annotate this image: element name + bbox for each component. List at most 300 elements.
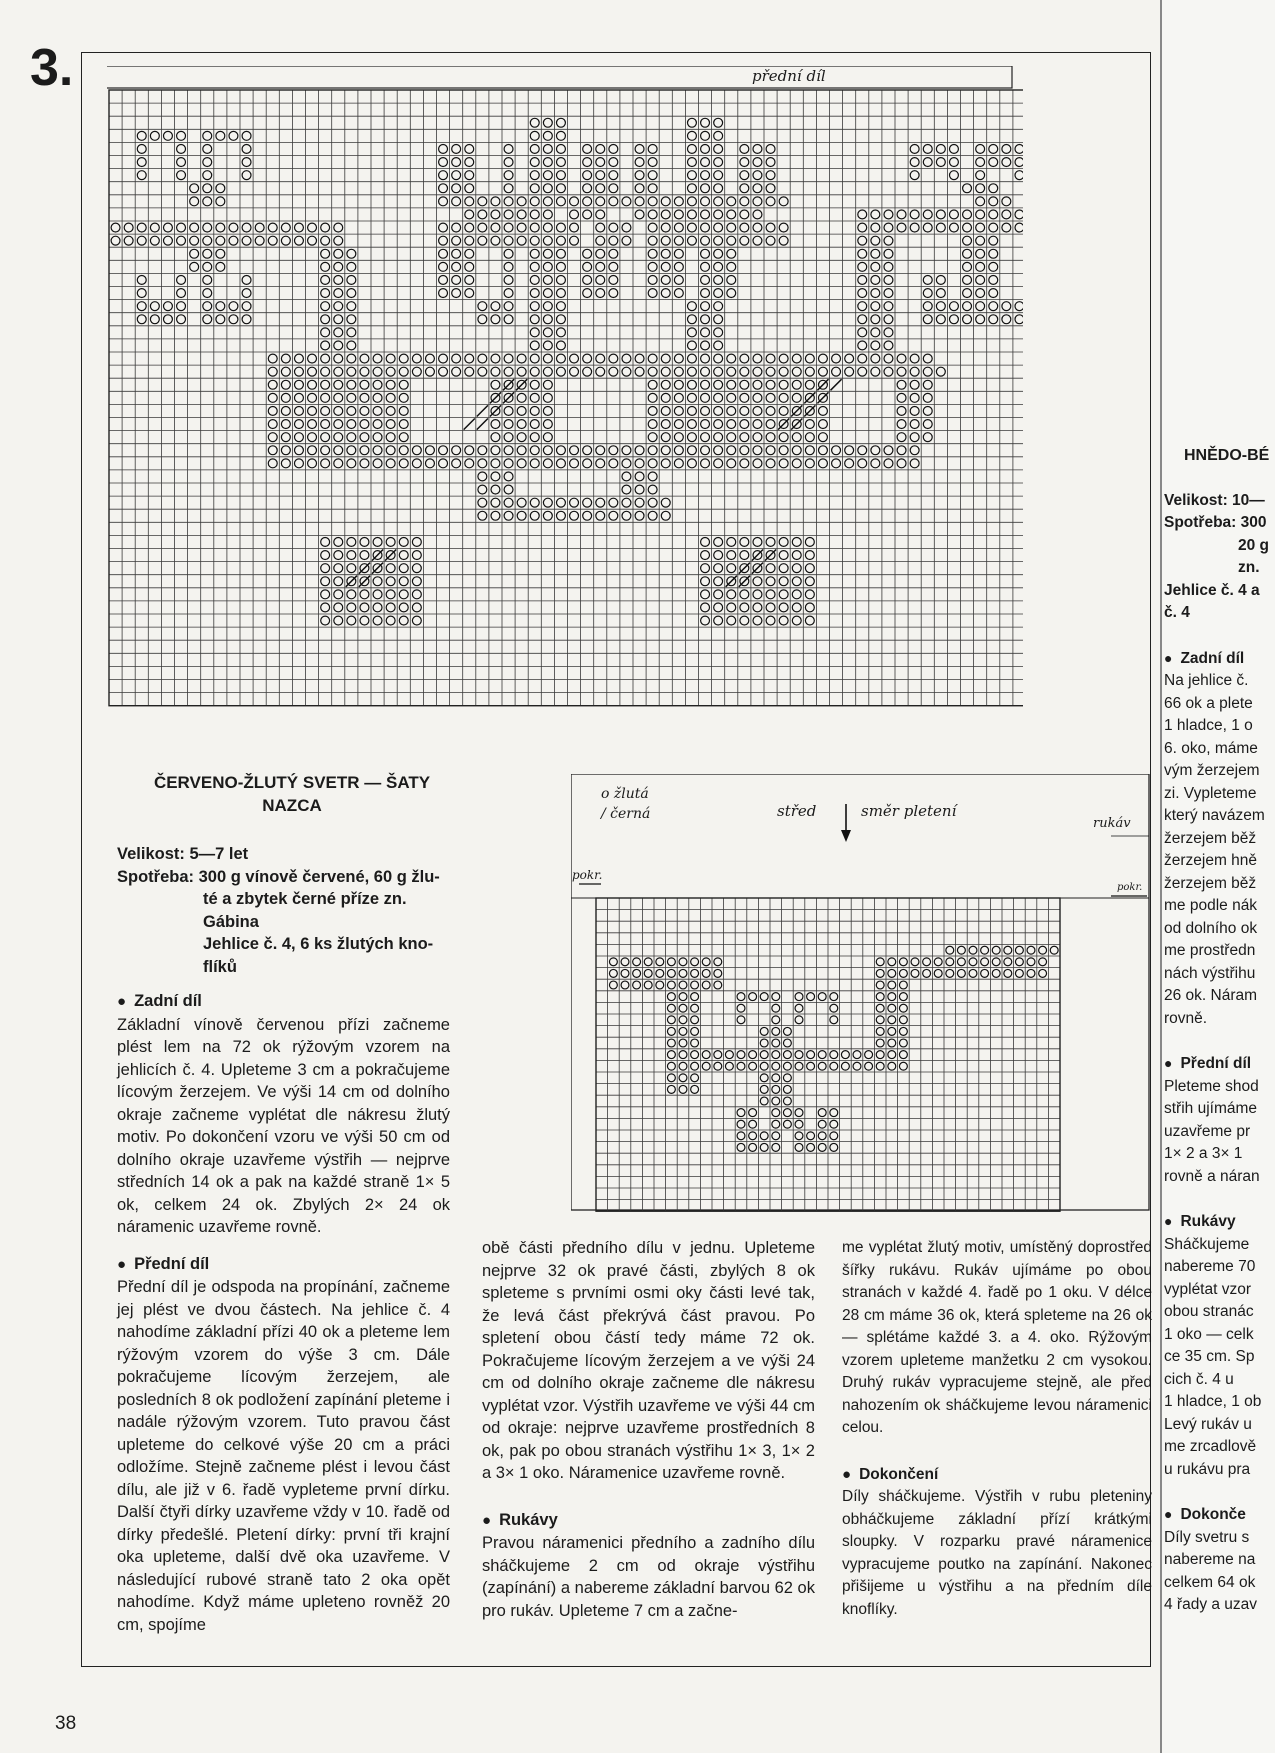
stitch-yellow bbox=[517, 210, 526, 219]
stitch-black bbox=[477, 419, 488, 430]
stitch-yellow bbox=[386, 616, 395, 625]
stitch-yellow bbox=[792, 603, 801, 612]
stitch-yellow bbox=[583, 354, 592, 363]
stitch-yellow bbox=[687, 223, 696, 232]
stitch-yellow bbox=[543, 328, 552, 337]
stitch-yellow bbox=[897, 393, 906, 402]
stitch-yellow bbox=[321, 315, 330, 324]
stitch-yellow bbox=[124, 223, 133, 232]
stitch-yellow bbox=[635, 171, 644, 180]
stitch-yellow bbox=[727, 603, 736, 612]
stitch-yellow bbox=[1039, 969, 1047, 977]
stitch-yellow bbox=[674, 433, 683, 442]
stitch-yellow bbox=[334, 289, 343, 298]
stitch-yellow bbox=[871, 315, 880, 324]
stitch-yellow bbox=[465, 367, 474, 376]
stitch-yellow bbox=[687, 380, 696, 389]
stitch-yellow bbox=[203, 158, 212, 167]
stitch-yellow bbox=[347, 341, 356, 350]
stitch-yellow bbox=[876, 1062, 884, 1070]
stitch-yellow bbox=[281, 393, 290, 402]
stitch-yellow bbox=[753, 197, 762, 206]
stitch-yellow bbox=[1002, 315, 1011, 324]
stitch-yellow bbox=[687, 197, 696, 206]
stitch-yellow bbox=[714, 393, 723, 402]
stitch-yellow bbox=[635, 367, 644, 376]
stitch-yellow bbox=[347, 354, 356, 363]
facing-line: žerzejem běž bbox=[1164, 874, 1257, 892]
stitch-yellow bbox=[347, 275, 356, 284]
stitch-yellow bbox=[543, 511, 552, 520]
stitch-yellow bbox=[969, 969, 977, 977]
stitch-yellow bbox=[691, 1085, 699, 1093]
stitch-yellow bbox=[439, 184, 448, 193]
stitch-yellow bbox=[957, 946, 965, 954]
stitch-yellow bbox=[766, 420, 775, 429]
stitch-yellow bbox=[792, 564, 801, 573]
stitch-yellow bbox=[294, 354, 303, 363]
stitch-yellow bbox=[530, 131, 539, 140]
stitch-yellow bbox=[807, 1062, 815, 1070]
stitch-yellow bbox=[570, 197, 579, 206]
stitch-yellow bbox=[737, 1143, 745, 1151]
facing-line: Na jehlice č. bbox=[1164, 672, 1249, 689]
stitch-yellow bbox=[517, 459, 526, 468]
stitch-yellow bbox=[714, 446, 723, 455]
stitch-yellow bbox=[899, 1027, 907, 1035]
stitch-yellow bbox=[727, 210, 736, 219]
stitch-yellow bbox=[865, 1062, 873, 1070]
stitch-yellow bbox=[622, 236, 631, 245]
stitch-yellow bbox=[714, 131, 723, 140]
stitch-yellow bbox=[334, 433, 343, 442]
stitch-yellow bbox=[805, 537, 814, 546]
stitch-yellow bbox=[504, 459, 513, 468]
stitch-yellow bbox=[830, 1051, 838, 1059]
stitch-yellow bbox=[452, 197, 461, 206]
stitch-yellow bbox=[439, 236, 448, 245]
stitch-yellow bbox=[242, 223, 251, 232]
stitch-yellow bbox=[661, 354, 670, 363]
stitch-yellow bbox=[701, 289, 710, 298]
stitch-yellow bbox=[714, 577, 723, 586]
stitch-yellow bbox=[701, 603, 710, 612]
stitch-yellow bbox=[884, 262, 893, 271]
stitch-yellow bbox=[281, 420, 290, 429]
stitch-yellow bbox=[596, 498, 605, 507]
stitch-yellow bbox=[360, 590, 369, 599]
stitch-yellow bbox=[853, 1051, 861, 1059]
stitch-yellow bbox=[667, 1039, 675, 1047]
stitch-yellow bbox=[137, 315, 146, 324]
stitch-yellow bbox=[674, 354, 683, 363]
stitch-yellow bbox=[439, 197, 448, 206]
stitch-yellow bbox=[687, 341, 696, 350]
stitch-yellow bbox=[203, 144, 212, 153]
stitch-yellow bbox=[727, 354, 736, 363]
stitch-yellow bbox=[805, 590, 814, 599]
stitch-yellow bbox=[504, 302, 513, 311]
stitch-yellow bbox=[923, 144, 932, 153]
stitch-yellow bbox=[644, 969, 652, 977]
stitch-yellow bbox=[399, 577, 408, 586]
stitch-yellow bbox=[691, 1062, 699, 1070]
page-number: 38 bbox=[55, 1713, 77, 1734]
stitch-yellow bbox=[491, 472, 500, 481]
stitch-yellow bbox=[737, 1120, 745, 1128]
stitch-yellow bbox=[124, 236, 133, 245]
stitch-yellow bbox=[701, 341, 710, 350]
stitch-yellow bbox=[727, 275, 736, 284]
stitch-yellow bbox=[543, 171, 552, 180]
stitch-yellow bbox=[556, 367, 565, 376]
stitch-yellow bbox=[753, 406, 762, 415]
stitch-yellow bbox=[714, 328, 723, 337]
stitch-yellow bbox=[818, 459, 827, 468]
stitch-yellow bbox=[714, 1062, 722, 1070]
stitch-yellow bbox=[691, 993, 699, 1001]
stitch-yellow bbox=[203, 302, 212, 311]
stitch-yellow bbox=[570, 354, 579, 363]
stitch-yellow bbox=[596, 197, 605, 206]
stitch-yellow bbox=[805, 603, 814, 612]
article-title-line1: ČERVENO-ŽLUTÝ SVETR — ŠATY bbox=[153, 773, 431, 792]
stitch-yellow bbox=[923, 969, 931, 977]
stitch-yellow bbox=[321, 354, 330, 363]
stitch-yellow bbox=[679, 1016, 687, 1024]
stitch-yellow bbox=[661, 236, 670, 245]
stitch-yellow bbox=[478, 223, 487, 232]
stitch-yellow bbox=[792, 354, 801, 363]
label-sleeve: rukáv bbox=[1093, 816, 1131, 831]
stitch-yellow bbox=[556, 328, 565, 337]
stitch-yellow bbox=[281, 433, 290, 442]
stitch-yellow bbox=[648, 446, 657, 455]
stitch-yellow bbox=[884, 236, 893, 245]
stitch-yellow bbox=[714, 981, 722, 989]
stitch-yellow bbox=[772, 1085, 780, 1093]
stitch-yellow bbox=[504, 184, 513, 193]
stitch-yellow bbox=[753, 420, 762, 429]
stitch-yellow bbox=[934, 958, 942, 966]
stitch-yellow bbox=[530, 171, 539, 180]
stitch-yellow bbox=[609, 236, 618, 245]
stitch-yellow bbox=[753, 144, 762, 153]
stitch-yellow bbox=[818, 354, 827, 363]
stitch-yellow bbox=[190, 262, 199, 271]
stitch-yellow bbox=[727, 406, 736, 415]
stitch-yellow bbox=[818, 993, 826, 1001]
stitch-yellow bbox=[727, 564, 736, 573]
stitch-yellow bbox=[783, 1039, 791, 1047]
stitch-yellow bbox=[504, 144, 513, 153]
stitch-yellow bbox=[674, 289, 683, 298]
stitch-yellow bbox=[897, 459, 906, 468]
stitch-yellow bbox=[308, 354, 317, 363]
stitch-yellow bbox=[321, 367, 330, 376]
stitch-yellow bbox=[543, 354, 552, 363]
stitch-yellow bbox=[858, 223, 867, 232]
stitch-yellow bbox=[583, 262, 592, 271]
stitch-yellow bbox=[691, 1004, 699, 1012]
stitch-yellow bbox=[760, 1051, 768, 1059]
stitch-yellow bbox=[871, 341, 880, 350]
stitch-yellow bbox=[687, 367, 696, 376]
front-panel-heading: ● Přední díl bbox=[117, 1253, 450, 1277]
stitch-yellow bbox=[792, 367, 801, 376]
stitch-yellow bbox=[691, 1016, 699, 1024]
stitch-yellow bbox=[334, 577, 343, 586]
stitch-yellow bbox=[294, 367, 303, 376]
stitch-yellow bbox=[491, 380, 500, 389]
stitch-yellow bbox=[347, 393, 356, 402]
stitch-yellow bbox=[294, 420, 303, 429]
stitch-yellow bbox=[517, 498, 526, 507]
stitch-yellow bbox=[805, 433, 814, 442]
stitch-yellow bbox=[321, 616, 330, 625]
stitch-yellow bbox=[203, 197, 212, 206]
stitch-yellow bbox=[795, 1132, 803, 1140]
facing-line: zn. bbox=[1238, 559, 1260, 576]
facing-line: Pleteme shod bbox=[1164, 1077, 1259, 1095]
stitch-yellow bbox=[727, 197, 736, 206]
stitch-yellow bbox=[137, 144, 146, 153]
stitch-yellow bbox=[687, 302, 696, 311]
stitch-yellow bbox=[1004, 946, 1012, 954]
stitch-yellow bbox=[897, 367, 906, 376]
facing-line: 1 hladce, 1 ob bbox=[1164, 1393, 1262, 1410]
stitch-yellow bbox=[478, 472, 487, 481]
stitch-yellow bbox=[989, 236, 998, 245]
stitch-yellow bbox=[648, 236, 657, 245]
stitch-yellow bbox=[740, 236, 749, 245]
stitch-yellow bbox=[674, 380, 683, 389]
stitch-yellow bbox=[308, 420, 317, 429]
stitch-yellow bbox=[772, 1051, 780, 1059]
stitch-yellow bbox=[308, 223, 317, 232]
stitch-yellow bbox=[766, 603, 775, 612]
stitch-yellow bbox=[701, 223, 710, 232]
stitch-yellow bbox=[596, 184, 605, 193]
stitch-yellow bbox=[830, 1109, 838, 1117]
back-panel-text: Základní vínově červenou přízi začneme plést lem na 72 ok rýžovým vzorem na jehlicích č. 4. Upleteme 3 cm a pokračujeme lícovým žerzejem. Ve výši 14 cm od dolního okraje začneme vyplétat dle nákresu žlutý motiv. Po dokončení vzoru ve výši 50 cm od dolního okraje uzavřeme výstřih — nejprve středních 14 ok a pak na každé straně 1× 5 ok, celkem 24 ok. Zbylých 2× 24 ok náramenic uzavřeme rovně. bbox=[117, 1015, 450, 1236]
stitch-yellow bbox=[740, 380, 749, 389]
stitch-yellow bbox=[910, 393, 919, 402]
stitch-yellow bbox=[772, 1039, 780, 1047]
stitch-yellow bbox=[766, 184, 775, 193]
facing-line: Jehlice č. 4 a bbox=[1164, 581, 1260, 599]
stitch-yellow bbox=[308, 393, 317, 402]
stitch-yellow bbox=[805, 380, 814, 389]
facing-line: 1× 2 a 3× 1 bbox=[1164, 1145, 1243, 1162]
stitch-yellow bbox=[830, 1132, 838, 1140]
stitch-yellow bbox=[334, 249, 343, 258]
size-value: 5—7 let bbox=[189, 845, 249, 863]
stitch-yellow bbox=[530, 511, 539, 520]
stitch-yellow bbox=[830, 1062, 838, 1070]
stitch-yellow bbox=[150, 223, 159, 232]
stitch-yellow bbox=[749, 1143, 757, 1151]
stitch-yellow bbox=[504, 223, 513, 232]
stitch-yellow bbox=[1004, 958, 1012, 966]
stitch-yellow bbox=[360, 354, 369, 363]
stitch-yellow bbox=[661, 459, 670, 468]
stitch-yellow bbox=[609, 969, 617, 977]
stitch-yellow bbox=[976, 262, 985, 271]
stitch-yellow bbox=[714, 171, 723, 180]
stitch-yellow bbox=[635, 158, 644, 167]
stitch-yellow bbox=[596, 223, 605, 232]
stitch-yellow bbox=[792, 433, 801, 442]
stitch-yellow bbox=[899, 958, 907, 966]
stitch-yellow bbox=[858, 354, 867, 363]
stitch-yellow bbox=[805, 551, 814, 560]
stitch-yellow bbox=[281, 459, 290, 468]
stitch-yellow bbox=[334, 236, 343, 245]
stitch-yellow bbox=[1002, 302, 1011, 311]
stitch-yellow bbox=[865, 1051, 873, 1059]
stitch-yellow bbox=[749, 993, 757, 1001]
stitch-yellow bbox=[373, 393, 382, 402]
stitch-yellow bbox=[976, 302, 985, 311]
stitch-yellow bbox=[679, 993, 687, 1001]
stitch-yellow bbox=[740, 433, 749, 442]
stitch-yellow bbox=[504, 197, 513, 206]
stitch-yellow bbox=[989, 144, 998, 153]
stitch-yellow bbox=[772, 993, 780, 1001]
stitch-yellow bbox=[648, 197, 657, 206]
stitch-yellow bbox=[899, 1062, 907, 1070]
stitch-yellow bbox=[1002, 158, 1011, 167]
stitch-yellow bbox=[989, 289, 998, 298]
stitch-yellow bbox=[656, 958, 664, 966]
stitch-yellow bbox=[635, 459, 644, 468]
stitch-yellow bbox=[1027, 958, 1035, 966]
stitch-yellow bbox=[596, 367, 605, 376]
stitch-yellow bbox=[714, 433, 723, 442]
stitch-yellow bbox=[957, 969, 965, 977]
stitch-yellow bbox=[583, 197, 592, 206]
stitch-yellow bbox=[203, 262, 212, 271]
front-panel-chart-svg bbox=[107, 66, 1023, 724]
stitch-yellow bbox=[622, 197, 631, 206]
stitch-yellow bbox=[596, 171, 605, 180]
stitch-yellow bbox=[478, 197, 487, 206]
stitch-yellow bbox=[452, 367, 461, 376]
stitch-yellow bbox=[321, 236, 330, 245]
stitch-yellow bbox=[530, 446, 539, 455]
stitch-yellow bbox=[373, 577, 382, 586]
stitch-yellow bbox=[910, 354, 919, 363]
stitch-yellow bbox=[897, 354, 906, 363]
stitch-yellow bbox=[386, 577, 395, 586]
stitch-yellow bbox=[845, 459, 854, 468]
stitch-yellow bbox=[308, 380, 317, 389]
stitch-yellow bbox=[556, 184, 565, 193]
stitch-yellow bbox=[701, 197, 710, 206]
stitch-yellow bbox=[399, 603, 408, 612]
stitch-yellow bbox=[727, 236, 736, 245]
stitch-yellow bbox=[360, 380, 369, 389]
stitch-yellow bbox=[648, 275, 657, 284]
stitch-yellow bbox=[727, 420, 736, 429]
stitch-yellow bbox=[766, 380, 775, 389]
stitch-yellow bbox=[504, 236, 513, 245]
stitch-yellow bbox=[530, 433, 539, 442]
stitch-yellow bbox=[465, 236, 474, 245]
stitch-yellow bbox=[334, 354, 343, 363]
stitch-yellow bbox=[644, 958, 652, 966]
stitch-yellow bbox=[150, 131, 159, 140]
stitch-yellow bbox=[687, 328, 696, 337]
stitch-yellow bbox=[701, 380, 710, 389]
facing-line: rovně a náran bbox=[1164, 1167, 1260, 1185]
facing-line: 26 ok. Náram bbox=[1164, 987, 1258, 1004]
facing-line: Spotřeba: 300 bbox=[1164, 514, 1267, 531]
stitch-yellow bbox=[805, 564, 814, 573]
stitch-yellow bbox=[347, 616, 356, 625]
stitch-yellow bbox=[163, 236, 172, 245]
stitch-yellow bbox=[779, 446, 788, 455]
stitch-yellow bbox=[753, 367, 762, 376]
grid-border bbox=[109, 90, 1023, 706]
stitch-yellow bbox=[648, 498, 657, 507]
stitch-yellow bbox=[976, 144, 985, 153]
stitch-yellow bbox=[556, 302, 565, 311]
stitch-yellow bbox=[268, 406, 277, 415]
stitch-yellow bbox=[321, 551, 330, 560]
stitch-yellow bbox=[543, 249, 552, 258]
stitch-yellow bbox=[807, 1143, 815, 1151]
stitch-yellow bbox=[216, 262, 225, 271]
facing-sleeves-text bbox=[1164, 1234, 1275, 1482]
stitch-yellow bbox=[957, 958, 965, 966]
stitch-yellow bbox=[556, 354, 565, 363]
stitch-yellow bbox=[491, 485, 500, 494]
stitch-yellow bbox=[478, 511, 487, 520]
stitch-yellow bbox=[989, 262, 998, 271]
stitch-yellow bbox=[583, 249, 592, 258]
stitch-yellow bbox=[989, 158, 998, 167]
stitch-yellow bbox=[334, 275, 343, 284]
stitch-yellow bbox=[347, 302, 356, 311]
stitch-yellow bbox=[760, 993, 768, 1001]
stitch-yellow bbox=[737, 1051, 745, 1059]
stitch-yellow bbox=[899, 981, 907, 989]
stitch-yellow bbox=[753, 184, 762, 193]
article-title-line2: NAZCA bbox=[262, 795, 322, 815]
facing-line: 20 g bbox=[1238, 536, 1270, 554]
stitch-yellow bbox=[111, 223, 120, 232]
stitch-yellow bbox=[609, 498, 618, 507]
stitch-yellow bbox=[963, 315, 972, 324]
stitch-yellow bbox=[648, 354, 657, 363]
stitch-yellow bbox=[876, 993, 884, 1001]
facing-line: me zrcadlově bbox=[1164, 1438, 1257, 1455]
stitch-yellow bbox=[910, 433, 919, 442]
stitch-yellow bbox=[897, 433, 906, 442]
stitch-yellow bbox=[543, 380, 552, 389]
stitch-yellow bbox=[687, 184, 696, 193]
stitch-yellow bbox=[399, 537, 408, 546]
material-line-2: té a zbytek černé příze zn. bbox=[203, 890, 407, 908]
stitch-yellow bbox=[308, 459, 317, 468]
stitch-yellow bbox=[963, 302, 972, 311]
stitch-yellow bbox=[504, 158, 513, 167]
stitch-yellow bbox=[465, 158, 474, 167]
stitch-yellow bbox=[491, 223, 500, 232]
stitch-yellow bbox=[399, 590, 408, 599]
